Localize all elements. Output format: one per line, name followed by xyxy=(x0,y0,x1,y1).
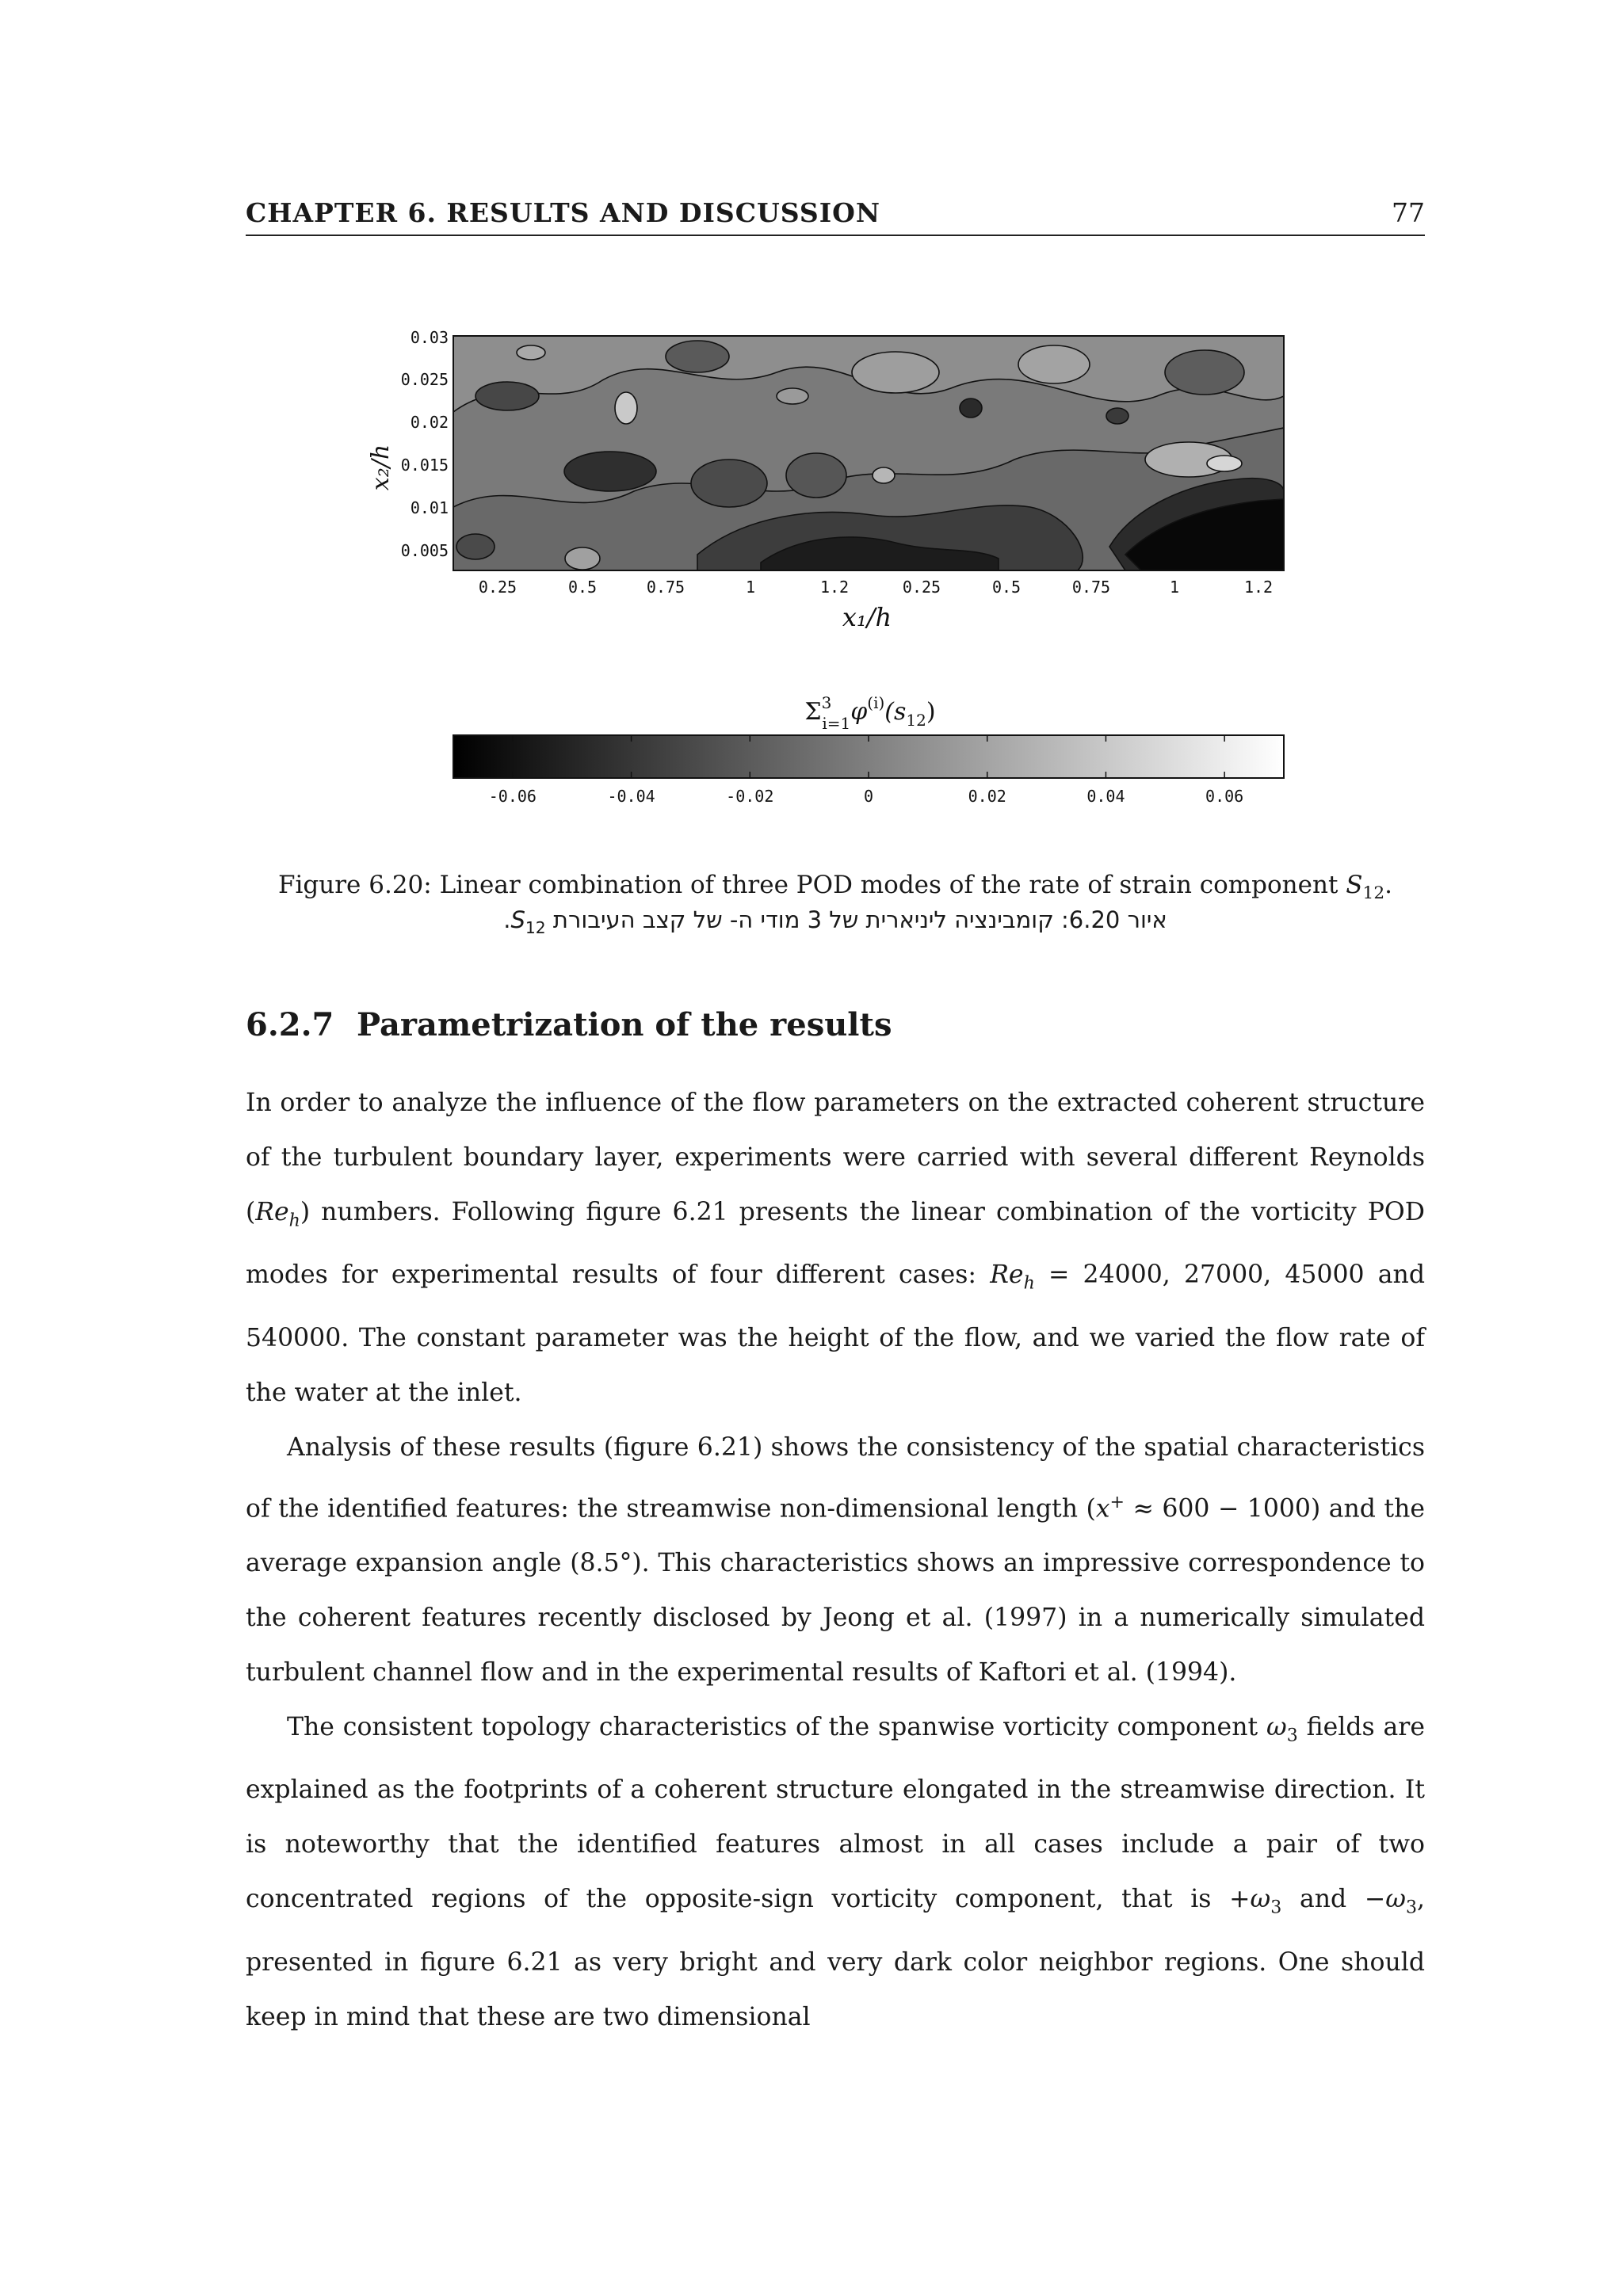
x-tick-label: 1.2 xyxy=(1243,578,1274,597)
paragraph: In order to analyze the influence of the flow parameters on the extracted coherent structure of the turbulent boundary layer, experiments were carried with several different Reynolds $(Re_h)$ numbers. Following figure 6.21 presents the linear combination of the vorticity POD modes for experimental results of four different cases: $Re_h = 24000$, 27000, 45000 and 540000. The constant parameter was the height of the flow, and we varied the flow rate of the water at the inlet. xyxy=(246,1089,1425,1407)
colorbar-tick-label: 0.04 xyxy=(1086,787,1125,806)
paragraph: The consistent topology characteristics of the spanwise vorticity component $\omega_3$ fields are explained as the footprints of a coherent structure elongated in the streamwise direction. It is noteworthy that the identified features almost in all cases include a pair of two concentrated regions of the opposite-sign vorticity component, that is $+\omega_3$ and $-\omega_3$, presented in figure 6.21 as very bright and very dark color neighbor regions. One should keep in mind that these are two dimensional xyxy=(246,1713,1426,2031)
x-axis-label: x₁/h xyxy=(842,602,892,632)
colorbar-tick-label: -0.06 xyxy=(488,787,537,806)
colorbar xyxy=(453,693,1284,806)
chapter-title: CHAPTER 6. RESULTS AND DISCUSSION xyxy=(246,197,881,228)
y-tick-label: 0.01 xyxy=(410,498,449,517)
x-tick-label: 0.25 xyxy=(902,578,941,597)
x-tick-label: 1 xyxy=(745,578,756,597)
x-tick-label: 0.25 xyxy=(478,578,517,597)
section-number: 6.2.7 xyxy=(246,1006,334,1043)
y-tick-label: 0.025 xyxy=(400,370,449,389)
y-tick-label: 0.005 xyxy=(400,541,449,560)
y-axis-label: x₂/h xyxy=(367,444,395,491)
colorbar-tick-label: 0 xyxy=(863,787,874,806)
contour-plot xyxy=(367,328,1284,632)
x-axis-ticks xyxy=(479,578,1273,597)
figure-6-20 xyxy=(0,0,1623,856)
colorbar-tick-label: 0.02 xyxy=(968,787,1006,806)
x-tick-label: 1 xyxy=(1169,578,1180,597)
figure-caption-english: Figure 6.20: Linear combination of three POD modes of the rate of strain component $S_{12}$. xyxy=(278,871,1392,904)
x-tick-label: 1.2 xyxy=(819,578,850,597)
colorbar-tick-label: 0.06 xyxy=(1205,787,1244,806)
y-tick-label: 0.03 xyxy=(410,328,449,347)
colorbar-title: $\Sigma^3$ $i=1\varphi^{(i)}(s_{12})$ xyxy=(804,693,936,733)
y-axis-ticks xyxy=(401,328,449,560)
x-tick-label: 0.75 xyxy=(1071,578,1111,597)
y-tick-label: 0.015 xyxy=(400,456,449,475)
y-tick-label: 0.02 xyxy=(410,413,449,432)
colorbar-tick-label: -0.02 xyxy=(726,787,774,806)
x-tick-label: 0.75 xyxy=(646,578,685,597)
figure-caption-hebrew: איור 6.20: קומבינציה ליניארית של 3 מודי ה- של קצב העיבורת $S_{12}$. xyxy=(503,906,1167,937)
contour-field xyxy=(453,336,1284,570)
colorbar-tick-label: -0.04 xyxy=(607,787,655,806)
page-number: 77 xyxy=(1392,197,1425,228)
x-tick-label: 0.5 xyxy=(567,578,598,597)
colorbar-gradient xyxy=(453,735,1284,778)
section-title: Parametrization of the results xyxy=(357,1006,892,1043)
paragraph: Analysis of these results (figure 6.21) shows the consistency of the spatial characteristics of the identified features: the streamwise non-dimensional length (x+ ≈ 600 − 1000) and the average expansion angle (8.5°). This characteristics shows an impressive correspondence to the coherent features recently disclosed by Jeong et al. (1997) in a numerically simulated turbulent channel flow and in the experimental results of Kaftori et al. (1994). xyxy=(246,1432,1426,1688)
section-heading xyxy=(246,1006,892,1043)
x-tick-label: 0.5 xyxy=(991,578,1022,597)
body-text xyxy=(246,1076,1425,2045)
